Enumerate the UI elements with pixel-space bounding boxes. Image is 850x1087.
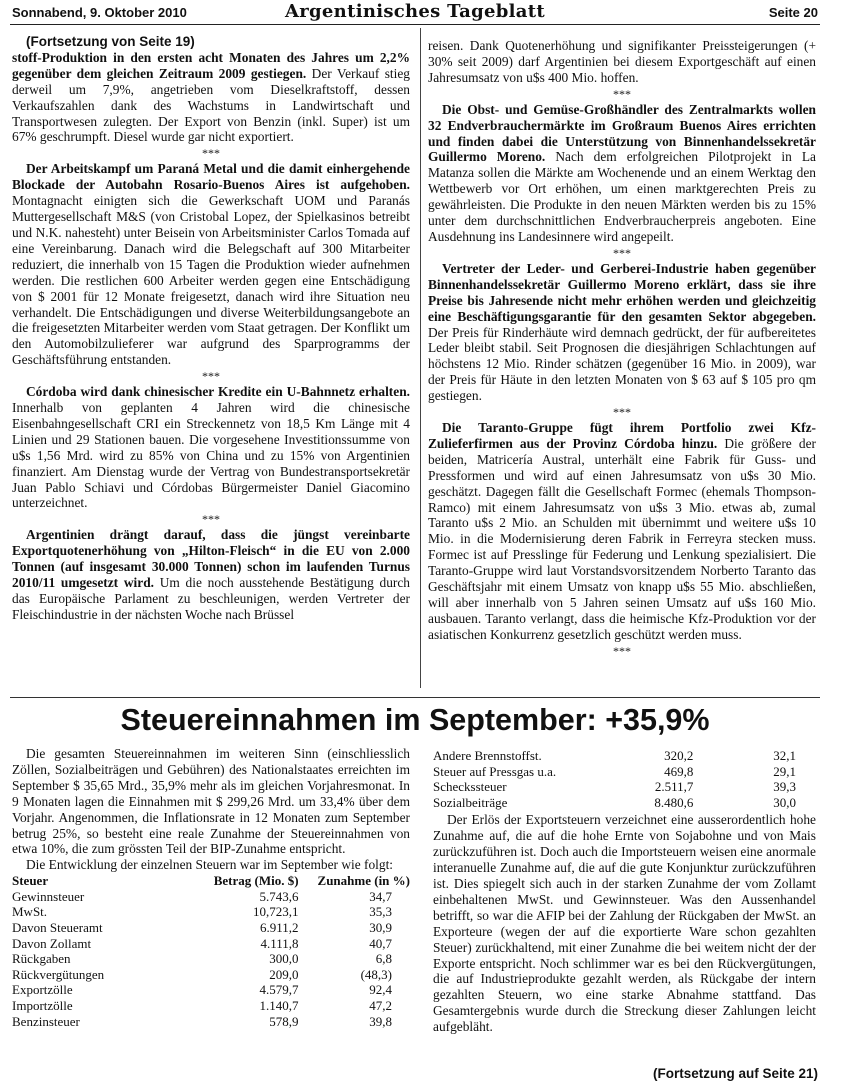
news-item-leather-industry-body: Der Preis für Rinderhäute wird demnach gedrückt, der für aufbereitetes Leder bleibt stabil. Seit Prognosen die diesjährigen Schlachtungen auf höchstens 12 Mio. Rinder schätzen (gegenüber 16 Mio. in 2009), war der Preis für Häute in den letzten Monaten von $ 63 auf $ 105 pro qm gestiegen. [428,324,816,404]
news-item-hilton-beef-body: Um die noch ausstehende Bestätigung durch das Europäische Parlament zu beschleunigen, werden Vertreter der Fleischindustrie in der nächsten Woche nach Brüssel [12,575,411,622]
tax-change-cell: 29,1 [773,763,796,779]
separator-stars: *** [613,643,631,658]
separator-stars: *** [613,245,631,260]
news-item-leather-industry-lead: Vertreter der Leder- und Gerberei-Industrie haben gegenüber Binnenhandelssekretär Guillermo Moreno erklärt, dass sie ihre Preise bis Jahresende nicht mehr erhöhen werden und gleichzeitig eine Beschäftigungsgarantie für den gesamten Sektor abgegeben. [428,260,816,324]
news-item-cordoba-subway [12,384,410,511]
issue-date: Sonnabend, 9. Oktober 2010 [12,5,187,20]
tax-table-header [12,873,410,889]
separator-stars: *** [202,512,220,527]
tax-name-cell: Gewinnsteuer [12,888,85,904]
newspaper-masthead: Argentinisches Tageblatt [285,1,545,22]
news-item-parana-metal-body: Montagnacht einigten sich die Gewerkschaft UOM und Paranás Muttergesellschaft M&S (von Cristobal Lopez, der Spielkasinos betreibt und N.K. nahesteht) unter Beisein von Arbeitsminister Carlos Tomada auf eine Vereinbarung. Danach wird die Belegschaft auf 300 Mitarbeiter reduziert, die innerhalb von 15 Tagen die Produktion wieder aufnehmen werden. Die restlichen 600 Arbeiter werden gegen eine Entschädigung von $ 2001 für 12 Monate freigesetzt, danach wird ihre Situation neu verhandelt. Die Entschädigungen und diverse Weiterbildungsangebote an die freigesetzten Mitarbeiter werden vom Staat getragen. Der Konflikt um den Automobilzulieferer war aufgrund des Sparprogramms der Geschäftsführung entstanden. [12,193,410,368]
tax-table-header-tax: Steuer [12,873,49,889]
feature-column-left [12,746,410,1029]
tax-change-cell: 32,1 [773,748,796,763]
tax-name-cell: Exportzölle [12,982,73,998]
tax-change-cell: 30,0 [773,794,796,810]
tax-table-row [433,779,816,795]
news-item-cordoba-subway-body: Innerhalb von geplanten 4 Jahren wird die chinesische Eisenbahngesellschaft CRI ein Streckennetz von 18,5 Km Länge mit 4 Linien und 29 Stationen bauen. Die vorgesehene Investitionssumme von u$s 1,56 Mrd. wird zu 85% von China und zu 15% von Argentinien finanziert. Am Dienstag wurde der Vertrag von Bundestransportsekretär Juan Pablo Schiavi und Córdobas Bürgermeister Daniel Giacomino unterzeichnet. [12,400,410,511]
news-item-cordoba-subway-lead: Córdoba wird dank chinesischer Kredite ein U-Bahnnetz erhalten. [26,384,410,400]
tax-change-cell: (48,3) [360,966,392,982]
news-item-leather-industry [428,261,816,404]
news-item-taranto-group-lead: Die Taranto-Gruppe fügt ihrem Portfolio zwei Kfz-Zulieferfirmen aus der Provinz Córdoba hinzu. [428,420,816,451]
tax-amount-cell: 6.911,2 [260,920,299,936]
page-number: Seite 20 [768,5,818,20]
tax-amount-cell: 1.140,7 [259,998,299,1013]
tax-change-cell: 6,8 [375,951,392,967]
tax-name-cell: Benzinsteuer [12,1013,80,1029]
continued-from-label: (Fortsetzung von Seite 19) [26,34,195,49]
news-item-parana-metal-lead: Der Arbeitskampf um Paraná Metal und die damit einhergehende Blockade der Autobahn Rosario-Buenos Aires ist aufgehoben. [12,161,410,193]
tax-table-row [12,936,410,952]
feature-headline: Steuereinnahmen im September: +35,9% [120,703,710,737]
tax-change-cell: 39,3 [773,779,796,795]
news-item-hilton-beef-lead: Argentinien drängt darauf, dass die jüngst vereinbarte Exportquotenerhöhung von „Hilton-Fleisch“ in die EU von 2.000 Tonnen (auf insgesamt 30.000 Tonnen) schon im laufenden Turnus 2010/11 umgesetzt wird. [12,527,410,591]
tax-name-cell: Sozialbeiträge [433,794,508,810]
news-item-taranto-group-body: Die größere der beiden, Matricería Austral, unterhält eine Fabrik für Guss- und Pressformen und wird auf einen Jahresumsatz von u$s 30 Mio. geschätzt. Dagegen fällt die Gesellschaft Formec (ehemals Thompson-Ramco) mit einem Jahresumsatz von u$s 3 Mio. etwas ab, zumal Taranto u$s 2 Mio. an Schulden mit übernimmt und weitere u$s 10 Mio. in die Modernisierung deren Fabrik in Ferreyra stecken muss. Formec ist auf Presslinge für Federung und Lenkung spezialisiert. Die Taranto-Gruppe wird laut Vorstandsvorsitzendem Norberto Taranto das Geschäftsjahr mit einem Umsatz von knapp u$s 55 Mio. abschließen, will aber innerhalb von 5 Jahren seinen Umsatz auf u$s 160 Mio. ausbauen. Taranto verlangt, dass die heimische Kfz-Produktion vor der asiatischen Konkurrenz gesetzlich geschützt werden muss. [428,435,816,642]
tax-name-cell: Davon Steueramt [12,920,103,936]
tax-name-cell: Andere Brennstoffst. [433,748,542,763]
tax-amount-cell: 578,9 [269,1013,299,1029]
news-item-fuel-body: Der Verkauf stieg derweil um 7,9%, angetrieben vom Dieselkraftstoff, dessen Verkaufszahlen dank des Wachstums in Landwirtschaft und Transportwesen zulegten. Der Export von Benzin (inkl. Super) ist um 67% geschrumpft. Diesel wurde gar nicht exportiert. [12,65,411,145]
separator-stars: *** [202,146,220,161]
tax-amount-cell: 320,2 [664,748,694,763]
feature-paragraph-intro: Die gesamten Steuereinnahmen im weiteren Sinn (einschliesslich Zöllen, Sozialbeiträgen und Gebühren) des Nationalstaates erreichten im September $ 35,65 Mrd., 35,9% mehr als im gleichen Vorjahresmonat. In 9 Monaten lagen die Einnahmen mit $ 299,26 Mrd. um 33,4% über dem Vorjahr. Angenommen, die Inflationsrate in 12 Monaten zum September betrug 25%, so besteht eine reale Zunahme der Steuereinnahmen von etwa 10%, die zum grössten Teil der BIP-Zunahme entspricht. [12,746,410,857]
tax-name-cell: Scheckssteuer [433,779,507,795]
feature-column-right [433,748,816,1035]
separator-stars: *** [613,86,631,101]
tax-table-row [12,920,410,936]
tax-table-row [433,748,816,764]
tax-name-cell: Steuer auf Pressgas u.a. [433,763,557,779]
tax-table-row [12,951,410,967]
tax-change-cell: 40,7 [369,935,392,951]
tax-name-cell: Davon Zollamt [12,935,92,951]
tax-change-cell: 92,4 [369,982,392,998]
tax-amount-cell: 469,8 [664,763,694,779]
news-item-wholesale-markets-lead: Die Obst- und Gemüse-Großhändler des Zentralmarkts wollen 32 Endverbrauchermärkte im Großraum Buenos Aires errichten und finden dabei die Unterstützung von Binnenhandelssekretär Guillermo Moreno. [428,101,816,165]
tax-amount-cell: 10,723,1 [253,904,299,920]
tax-change-cell: 39,8 [369,1013,392,1029]
tax-table-row [12,889,410,905]
tax-name-cell: Rückvergütungen [12,966,105,982]
news-column-left [12,34,410,623]
tax-change-cell: 35,3 [369,904,392,920]
page-header [10,2,820,25]
tax-name-cell: MwSt. [12,904,48,920]
tax-table [12,873,410,1029]
tax-amount-cell: 4.111,8 [260,935,299,951]
tax-table-header-change: Zunahme (in %) [317,873,410,889]
tax-change-cell: 47,2 [369,998,392,1013]
news-item-parana-metal [12,161,410,368]
tax-table-row [12,967,410,983]
tax-amount-cell: 5.743,6 [259,888,299,904]
tax-table-row [12,982,410,998]
news-item-wholesale-markets [428,102,816,245]
news-item-fuel [12,50,410,145]
tax-amount-cell: 300,0 [269,951,299,967]
tax-table-row [433,764,816,780]
feature-paragraph-table-intro: Die Entwicklung der einzelnen Steuern war im September wie folgt: [26,857,394,873]
column-divider [420,28,421,688]
separator-stars: *** [202,369,220,384]
tax-table-row [433,795,816,811]
news-item-hilton-beef-cont: reisen. Dank Quotenerhöhung und signifikanter Preissteigerungen (+ 30% seit 2009) darf Argentinien bei diesem Exportgeschäft auf einen Jahresumsatz von u$s 400 Mio. hoffen. [428,38,816,85]
news-item-fuel-lead: stoff-Produktion in den ersten acht Monaten des Jahres um 2,2% gegenüber dem gleichen Zeitraum 2009 gestiegen. [12,49,410,81]
separator-stars: *** [613,405,631,420]
tax-change-cell: 30,9 [369,920,392,936]
news-column-right [428,38,816,659]
tax-amount-cell: 209,0 [269,966,299,982]
tax-amount-cell: 4.579,7 [259,982,299,998]
tax-amount-cell: 2.511,7 [654,779,694,795]
tax-table-row [12,904,410,920]
tax-name-cell: Rückgaben [12,951,71,967]
tax-amount-cell: 8.480,6 [654,794,694,810]
tax-table-row [12,1014,410,1030]
tax-table-row [12,998,410,1014]
continued-to-label: (Fortsetzung auf Seite 21) [652,1066,818,1081]
news-item-taranto-group [428,420,816,643]
tax-table-continued [433,748,816,810]
news-item-hilton-beef [12,527,410,622]
tax-change-cell: 34,7 [369,888,392,904]
tax-table-header-amount: Betrag (Mio. $) [213,873,299,889]
tax-name-cell: Importzölle [12,998,73,1013]
section-divider [10,697,820,698]
feature-paragraph-analysis: Der Erlös der Exportsteuern verzeichnet eine ausserordentlich hohe Zunahme auf, die auf die hohe Ernte von Sojabohne und von Mais zurückzuführen ist. Doch auch die Importsteuern weisen eine anormale interanuelle Zunahme auf, die auf die gute Konjunktur zurückzuführen ist. Dies spiegelt sich auch in der starken Zunahme der vom Zollamt einbehaltenen MwSt. und Gewinnsteuer. Was den Aussenhandel betrifft, so war die AFIP bei der Zahlung der Rückgaben der MwSt. an Exporteure (wegen der auf die exportierte Ware schon gezahlten Steuer) zurückhaltend, mit einer Zunahme die bei weitem nicht der der Exporte entspricht. Noch schlimmer war es bei den Rückvergütungen, die auf Industrieprodukte gezahlt werden, als Rückgabe der intern gezahlten Steuern, wo eine starke Abnahme stattfand. Das Gesamtergebnis wurde durch die Streckung dieser Zahlungen leicht aufgebläht. [433,812,816,1035]
news-item-wholesale-markets-body: Nach dem erfolgreichen Pilotprojekt in La Matanza sollen die Märkte am Wochenende und an einem Werktag den Wettbewerb vor Ort erhöhen, um einen marktgerechten Preis zu gewährleisten. Die Produkte in den neuen Märkten werden bis zu 15% unter dem durchschnittlichen Endverbraucherpreis angeboten. Eine Ausdehnung ins Landesinnere wird angepeilt. [428,149,816,244]
